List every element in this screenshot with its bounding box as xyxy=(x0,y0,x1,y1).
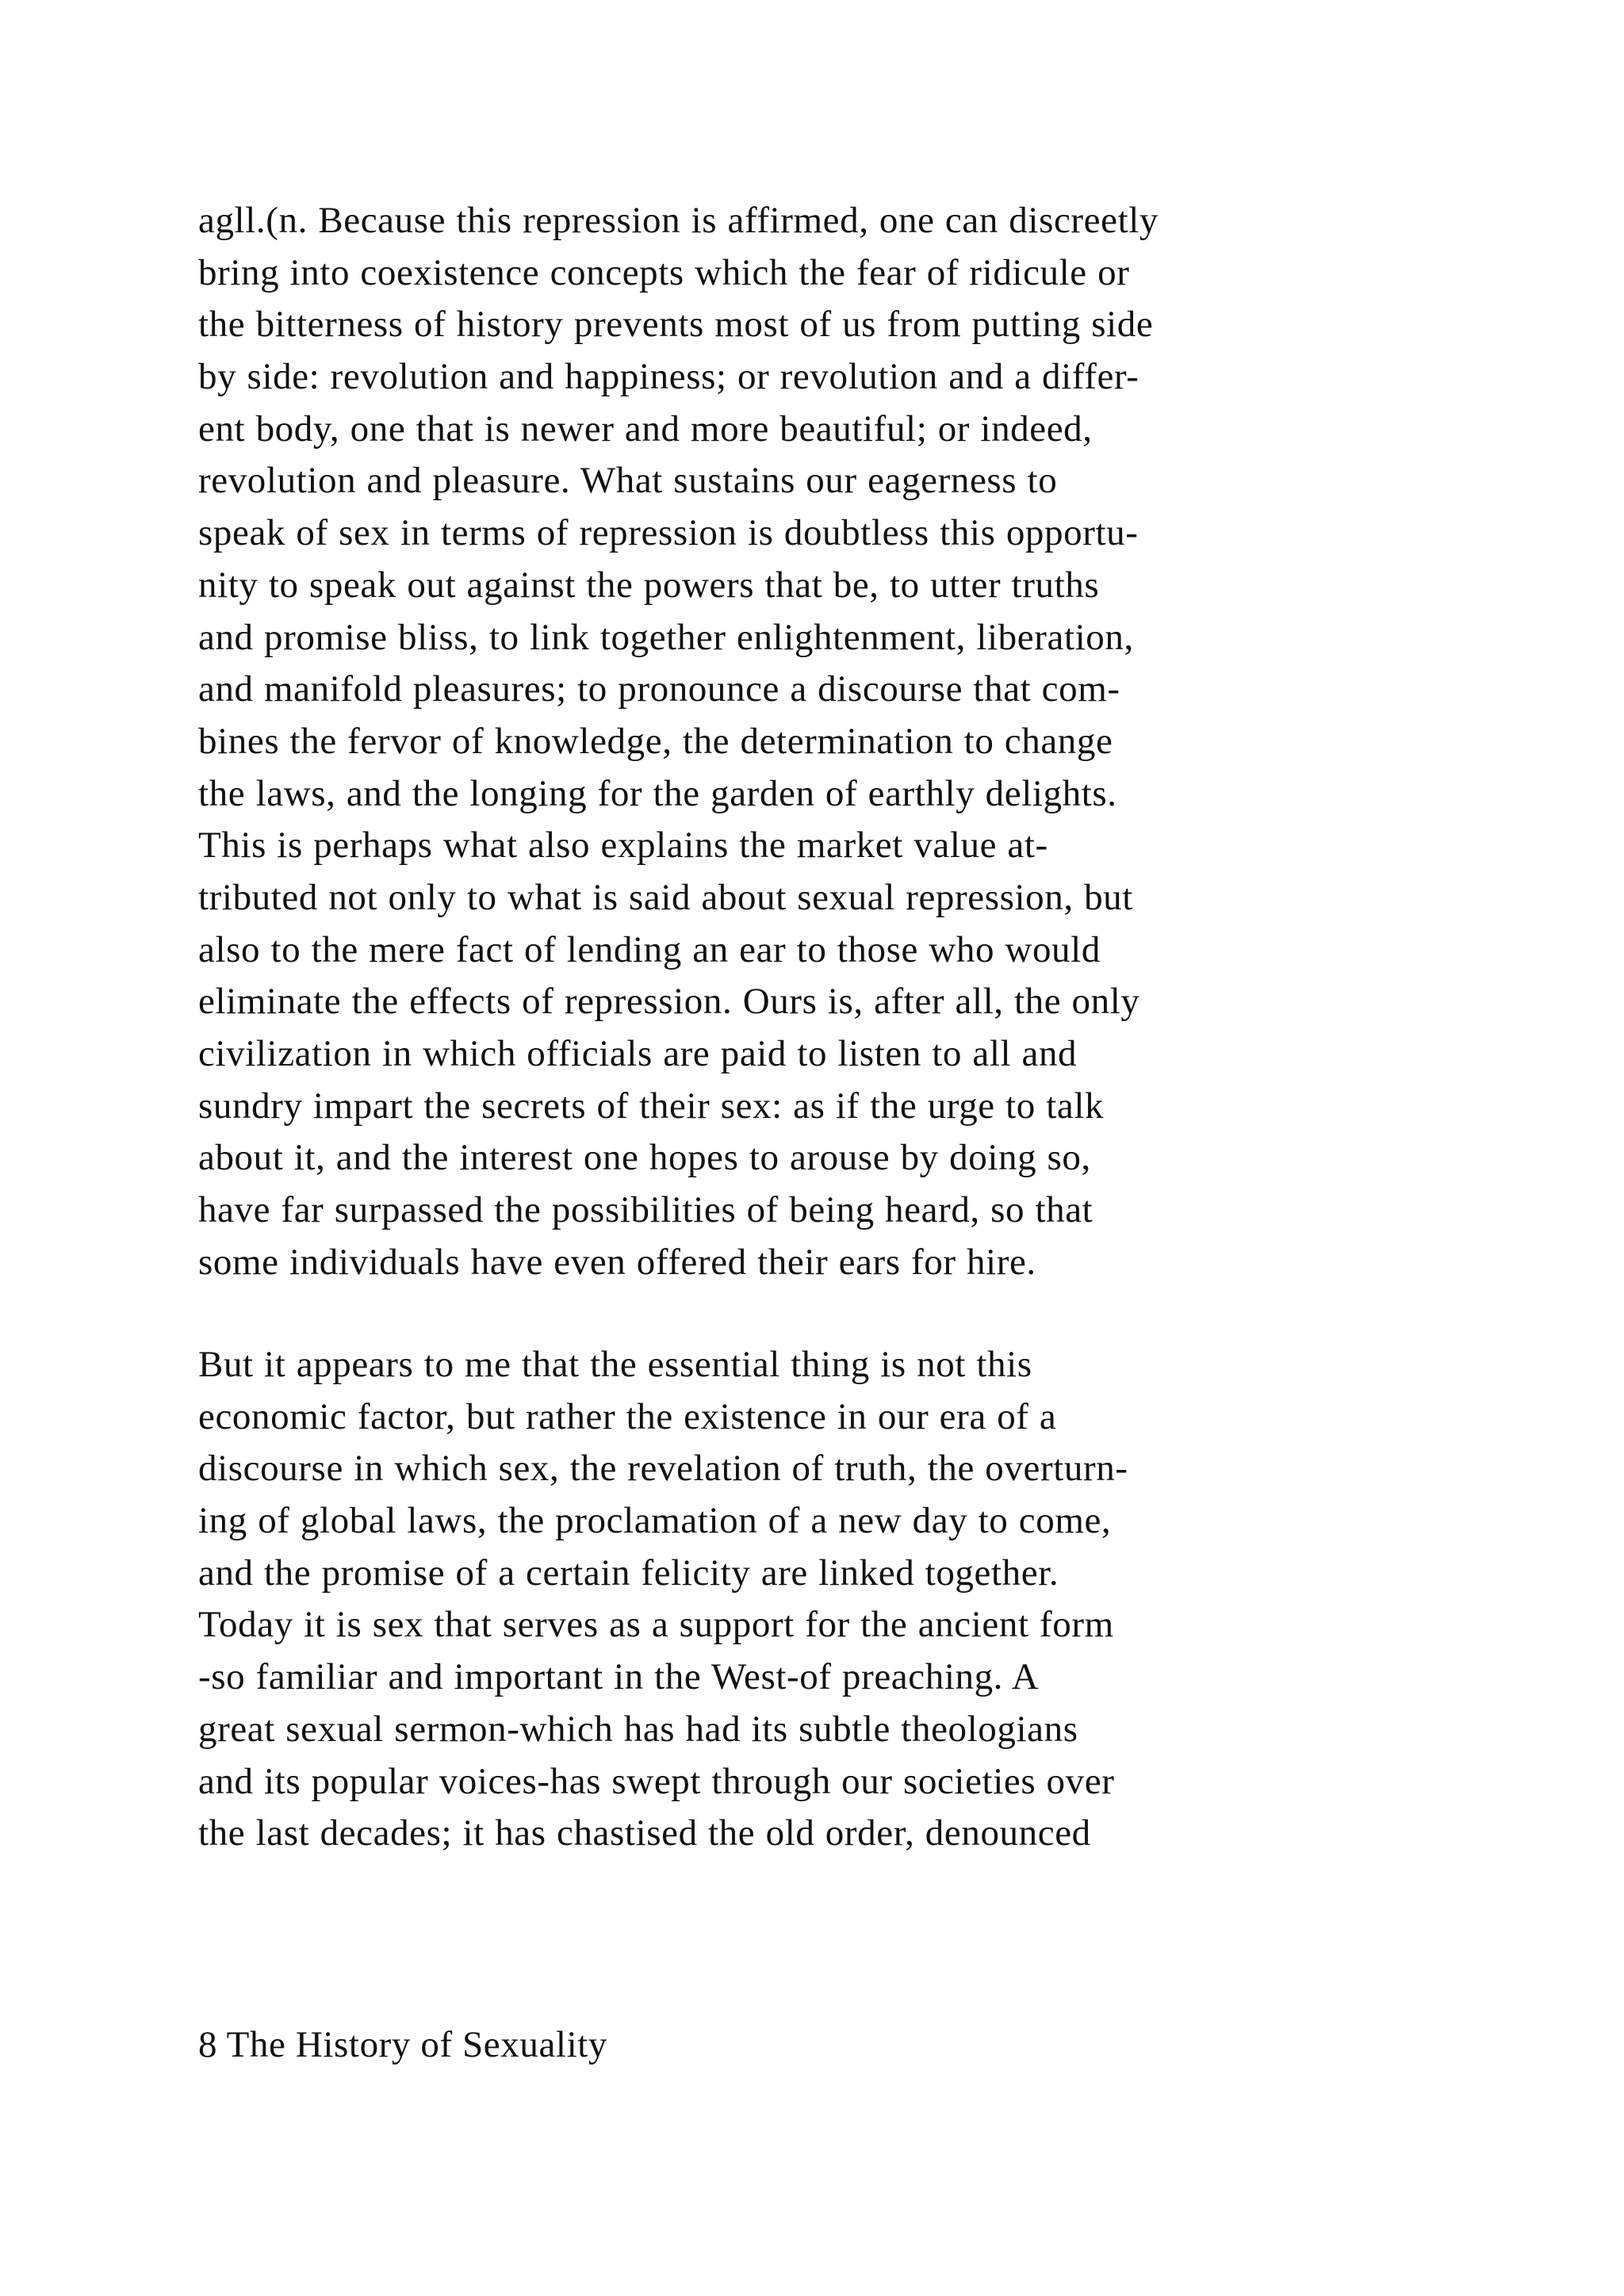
text-line: discourse in which sex, the revelation of truth, the overturn- xyxy=(198,1448,1128,1490)
text-line: great sexual sermon-which has had its subtle theologians xyxy=(198,1708,1078,1750)
text-line: bring into coexistence concepts which the fear of ridicule or xyxy=(198,251,1130,293)
text-line: agll.(n. Because this repression is affirmed, one can discreetly xyxy=(198,200,1159,241)
text-line: civilization in which officials are paid to listen to all and xyxy=(198,1033,1078,1074)
text-line: -so familiar and important in the West-of preaching. A xyxy=(198,1656,1040,1698)
text-line: ing of global laws, the proclamation of a new day to come, xyxy=(198,1500,1112,1542)
text-line: the bitterness of history prevents most of us from putting side xyxy=(198,304,1154,346)
text-line: Today it is sex that serves as a support for the ancient form xyxy=(198,1604,1114,1646)
text-line: and promise bliss, to link together enlightenment, liberation, xyxy=(198,616,1134,658)
text-line: But it appears to me that the essential thing is not this xyxy=(198,1344,1032,1385)
text-line: the laws, and the longing for the garden of earthly delights. xyxy=(198,772,1117,814)
text-line: eliminate the effects of repression. Ours is, after all, the only xyxy=(198,981,1140,1023)
text-line: revolution and pleasure. What sustains our eagerness to xyxy=(198,460,1058,502)
text-line: have far surpassed the possibilities of being heard, so that xyxy=(198,1189,1094,1231)
paragraph-1 xyxy=(198,195,1624,1288)
text-line: and its popular voices-has swept through our societies over xyxy=(198,1760,1115,1802)
text-line: bines the fervor of knowledge, the determination to change xyxy=(198,720,1113,762)
text-line: ent body, one that is newer and more beautiful; or indeed, xyxy=(198,408,1093,450)
paragraph-2 xyxy=(198,1339,1624,1860)
text-line: by side: revolution and happiness; or revolution and a differ- xyxy=(198,356,1139,398)
text-line: the last decades; it has chastised the old order, denounced xyxy=(198,1812,1091,1854)
text-line: sundry impart the secrets of their sex: as if the urge to talk xyxy=(198,1085,1105,1127)
text-line: and manifold pleasures; to pronounce a discourse that com- xyxy=(198,668,1120,710)
text-line: economic factor, but rather the existence in our era of a xyxy=(198,1395,1057,1437)
text-line: This is perhaps what also explains the market value at- xyxy=(198,825,1048,867)
text-line: nity to speak out against the powers that be, to utter truths xyxy=(198,564,1100,606)
text-line: some individuals have even offered their ears for hire. xyxy=(198,1241,1036,1283)
running-footer: 8 The History of Sexuality xyxy=(198,2024,608,2065)
text-line: also to the mere fact of lending an ear to those who would xyxy=(198,928,1101,970)
text-line: and the promise of a certain felicity are linked together. xyxy=(198,1552,1059,1594)
text-line: speak of sex in terms of repression is doubtless this opportu- xyxy=(198,512,1139,554)
text-line: about it, and the interest one hopes to arouse by doing so, xyxy=(198,1137,1091,1179)
text-line: tributed not only to what is said about sexual repression, but xyxy=(198,876,1133,918)
